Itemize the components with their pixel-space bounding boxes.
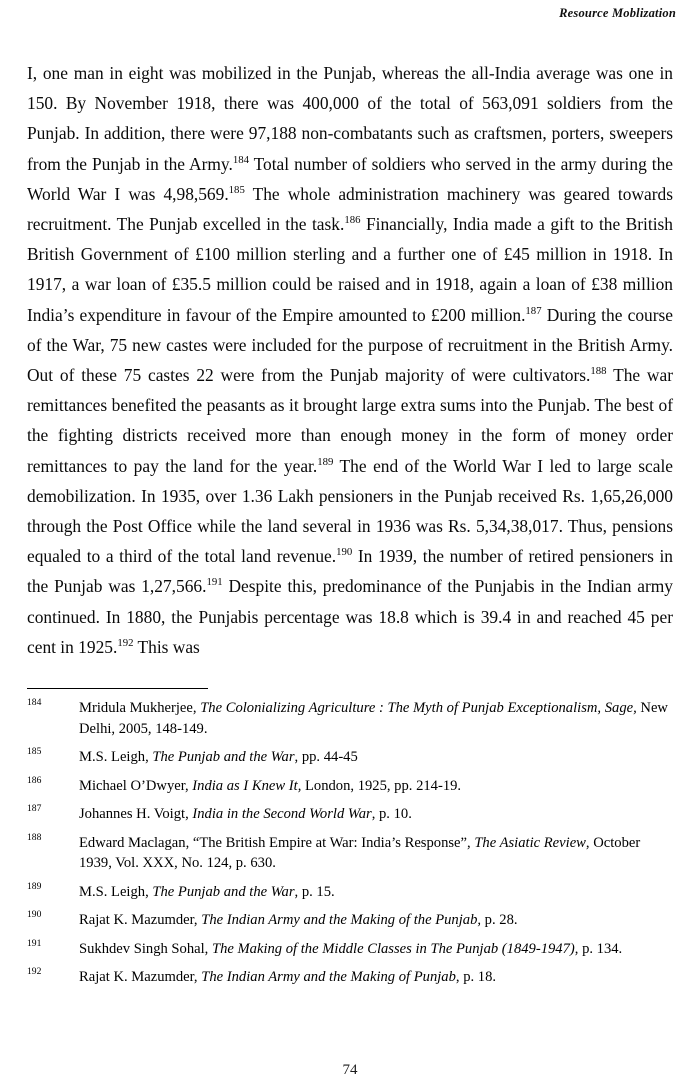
footnote-text: M.S. Leigh, The Punjab and the War, pp. 44-45 (79, 749, 358, 765)
footnote-item (27, 910, 673, 931)
footnote-item (27, 967, 673, 988)
body-text-block (27, 58, 673, 662)
footnote-item (27, 833, 673, 874)
footnote-marker: 191 (206, 576, 223, 589)
footnote-number: 190 (27, 909, 42, 920)
footnote-item (27, 747, 673, 768)
footnote-marker: 188 (590, 365, 607, 378)
footnote-text: Sukhdev Singh Sohal, The Making of the Middle Classes in The Punjab (1849-1947), p. 134. (79, 940, 623, 957)
footnote-marker: 184 (232, 153, 249, 166)
footnote-item (27, 939, 673, 960)
footnote-number: 186 (27, 774, 42, 786)
footnote-marker: 185 (228, 184, 245, 197)
footnote-number: 185 (27, 746, 42, 757)
running-head: Resource Moblization (559, 6, 676, 20)
footnote-marker: 187 (525, 304, 542, 317)
page-number: 74 (342, 1062, 358, 1078)
footnote-item (27, 698, 673, 739)
footnote-marker: 190 (336, 546, 353, 559)
footnote-separator-rule (27, 688, 208, 689)
footnote-text: Rajat K. Mazumder, The Indian Army and the Making of the Punjab, p. 28. (79, 912, 518, 928)
footnote-number: 189 (27, 880, 42, 892)
footnote-number: 191 (27, 937, 42, 949)
footnote-area (27, 688, 673, 996)
body-paragraph: I, one man in eight was mobilized in the Punjab, whereas the all-India average was one in 150. By November 1918, there was 400,000 of the total of 563,091 soldiers from the Punjab. In addition, there were 97,188 non-combatants such as craftsmen, porters, sweepers from the Punjab in the Army.$^{184}$ Total number of soldiers who served in the army during the World War I was 4,98,569.$^{185}$ The whole administration machinery was geared towards recruitment. The Punjab excelled in the task.$^{186}$ Financially, India made a gift to the British British Government of £100 million sterling and a further one of £45 million in 1918. In 1917, a war loan of £35.5 million could be raised and in 1918, again a loan of £38 million India’s expenditure in favour of the Empire amounted to £200 million.$^{187}$ During the course of the War, 75 new castes were included for the purpose of recruitment in the British Army. Out of these 75 castes 22 were from the Punjab majority of were cultivators.$^{188}$ The war remittances benefited the peasants as it brought large extra sums into the Punjab. The best of the fighting districts received more than enough money in the form of money order remittances to pay the land for the year.$^{189}$ The end of the World War I led to large scale demobilization. In 1935, over 1.36 Lakh pensioners in the Punjab received Rs. 1,65,26,000 through the Post Office while the land several in 1936 was Rs. 5,34,38,017. Thus, pensions equaled to a third of the total land revenue.$^{190}$ In 1939, the number of retired pensioners in the Punjab was 1,27,566.$^{191}$ Despite this, predominance of the Punjabis in the Indian army continued. In 1880, the Punjabis percentage was 18.8 which is 39.4 in and reached 45 per cent in 1925.$^{192}$ This was (27, 63, 673, 657)
footnote-item (27, 776, 673, 797)
footnote-text: Mridula Mukherjee, The Colonializing Agriculture : The Myth of Punjab Exceptionalism, Sage, New Delhi, 2005, 148-149. (79, 700, 668, 737)
footnote-number: 187 (27, 803, 42, 814)
footnote-marker: 189 (317, 455, 334, 468)
footnote-text: M.S. Leigh, The Punjab and the War, p. 15. (79, 883, 335, 900)
footnote-marker: 186 (344, 214, 361, 227)
footnote-list (27, 698, 673, 988)
footnote-marker: 192 (117, 637, 134, 650)
footnote-text: Michael O’Dwyer, India as I Knew It, London, 1925, pp. 214-19. (79, 777, 462, 794)
footnote-item (27, 804, 673, 825)
footnote-number: 184 (27, 697, 42, 708)
footnote-text: Johannes H. Voigt, India in the Second World War, p. 10. (79, 806, 412, 822)
footnote-number: 192 (27, 966, 42, 977)
footnote-text: Rajat K. Mazumder, The Indian Army and the Making of Punjab, p. 18. (79, 969, 497, 985)
footnote-item (27, 882, 673, 903)
footnote-text: Edward Maclagan, “The British Empire at War: India’s Response”, The Asiatic Review, October 1939, Vol. XXX, No. 124, p. 630. (79, 834, 641, 871)
footnote-number: 188 (27, 831, 42, 843)
